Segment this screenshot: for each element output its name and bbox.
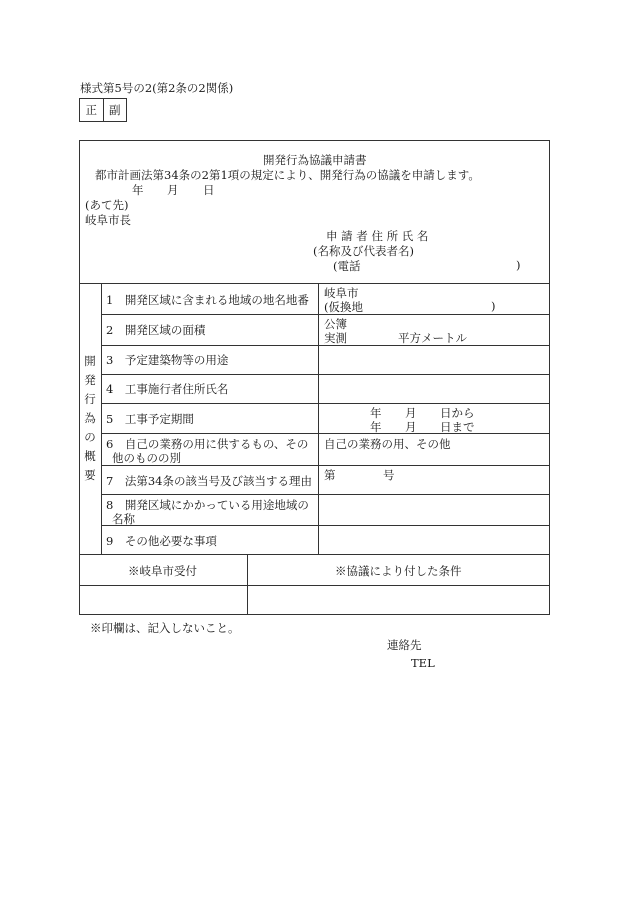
- date-day[interactable]: 日: [203, 183, 215, 197]
- form-number-label: 様式第5号の2(第2条の2関係): [80, 81, 234, 95]
- row-2-measured[interactable]: 実測: [324, 331, 347, 345]
- row-1-label: 1 開発区域に含まれる地域の地名地番: [106, 293, 309, 307]
- addressee-label: (あて先): [85, 198, 129, 212]
- row-3-label: 3 予定建築物等の用途: [106, 353, 229, 367]
- row-line-8: [101, 525, 550, 526]
- row-5-end-day[interactable]: 日まで: [440, 420, 475, 434]
- row-8-label: 8 開発区域にかかっている用途地域の: [106, 498, 309, 512]
- tel-label: TEL: [411, 656, 435, 670]
- application-statement: 都市計画法第34条の2第1項の規定により、開発行為の協議を申請します。: [95, 168, 480, 182]
- section-bottom-line: [79, 554, 550, 555]
- section-label-vertical: 開 発 行 為 の 概 要: [84, 354, 96, 482]
- section-top-line: [79, 283, 550, 284]
- form-title: 開発行為協議申請書: [263, 153, 367, 167]
- original-copy-stamp-box: [79, 98, 127, 122]
- phone-close-paren: ): [516, 258, 521, 272]
- row-5-end-year[interactable]: 年: [370, 420, 382, 434]
- addressee-name: 岐阜市長: [85, 213, 131, 227]
- row-7-item-prefix[interactable]: 第: [324, 468, 336, 482]
- row-6-label-cont: 他のものの別: [112, 451, 181, 465]
- row-8-label-cont: 名称: [112, 512, 135, 526]
- row-9-label: 9 その他必要な事項: [106, 534, 217, 548]
- row-2-label: 2 開発区域の面積: [106, 323, 206, 337]
- row-1-temp-lot-close: ): [491, 299, 496, 313]
- row-5-start-month[interactable]: 月: [405, 406, 417, 420]
- phone-label: (電話: [333, 259, 361, 273]
- footer-header-line: [79, 585, 550, 586]
- date-year[interactable]: 年: [132, 183, 144, 197]
- row-5-start-year[interactable]: 年: [370, 406, 382, 420]
- reception-header: ※岐阜市受付: [128, 564, 197, 578]
- stamp-original: 正: [85, 103, 97, 117]
- row-7-item-suffix: 号: [383, 468, 395, 482]
- row-6-label: 6 自己の業務の用に供するもの、その: [106, 437, 309, 451]
- section-label-divider: [101, 283, 102, 554]
- row-7-label: 7 法第34条の該当号及び該当する理由: [106, 474, 312, 488]
- row-6-value[interactable]: 自己の業務の用、その他: [324, 437, 451, 451]
- row-1-temp-lot[interactable]: (仮換地: [324, 300, 363, 314]
- footer-column-divider: [247, 554, 248, 615]
- row-line-5: [101, 433, 550, 434]
- row-line-3: [101, 374, 550, 375]
- applicant-sub-label: (名称及び代表者名): [313, 244, 414, 258]
- row-5-start-day[interactable]: 日から: [440, 406, 475, 420]
- applicant-label: 申 請 者 住 所 氏 名: [326, 229, 429, 243]
- footer-note: ※印欄は、記入しないこと。: [90, 621, 240, 635]
- row-2-registered[interactable]: 公簿: [324, 317, 347, 331]
- contact-label: 連絡先: [387, 638, 422, 652]
- row-2-unit: 平方メートル: [398, 331, 467, 345]
- date-month[interactable]: 月: [167, 183, 179, 197]
- row-5-label: 5 工事予定期間: [106, 412, 194, 426]
- row-line-4: [101, 403, 550, 404]
- stamp-copy: 副: [103, 99, 127, 121]
- conditions-header: ※協議により付した条件: [335, 564, 462, 578]
- row-5-end-month[interactable]: 月: [405, 420, 417, 434]
- row-1-city[interactable]: 岐阜市: [324, 286, 359, 300]
- row-4-label: 4 工事施行者住所氏名: [106, 382, 229, 396]
- row-line-7: [101, 494, 550, 495]
- value-column-divider: [318, 283, 319, 554]
